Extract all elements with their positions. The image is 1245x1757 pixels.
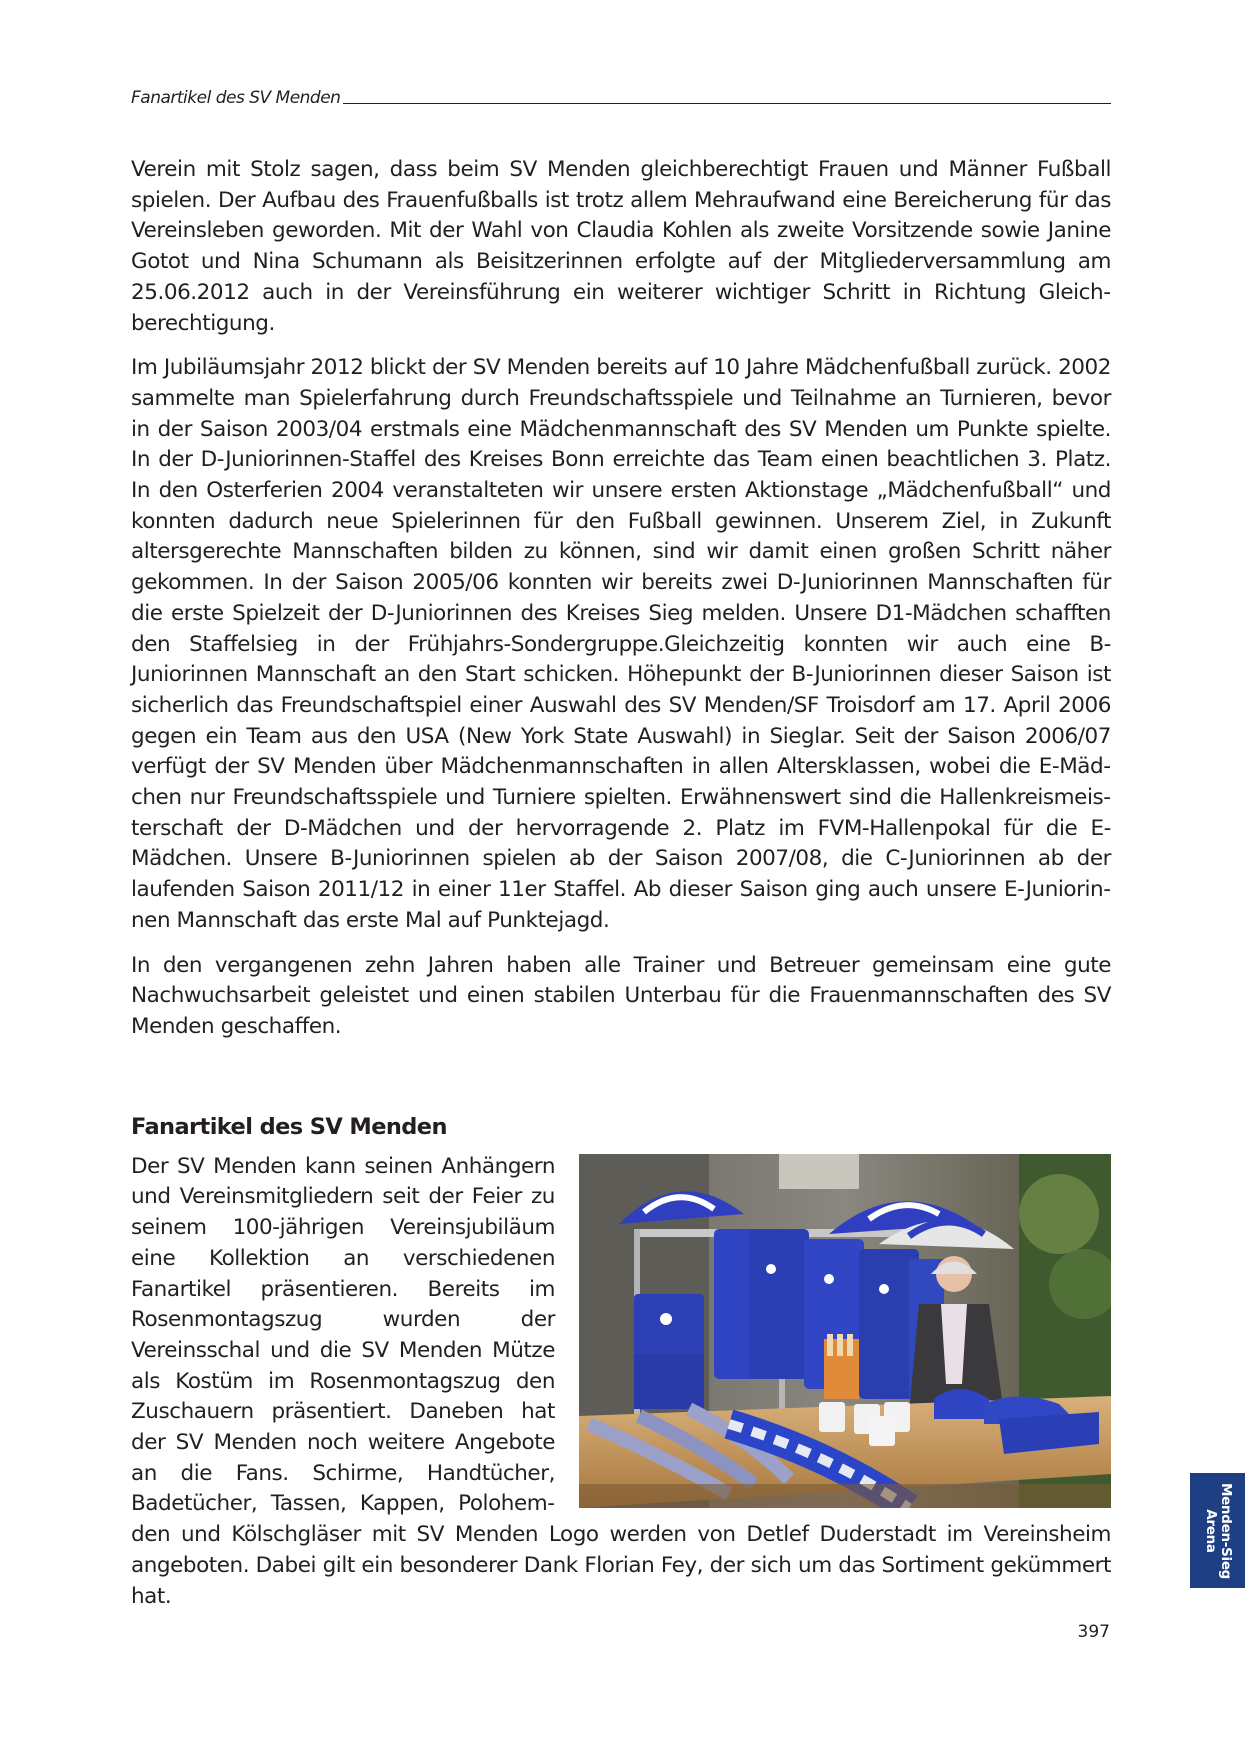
body-paragraph: In den vergangenen zehn Jahren haben alle Trainer und Betreuer gemeinsam eine gute Nachwuchsarbeit geleistet und einen stabilen Unterbau für die Frauenmannschaften des SV Menden geschaffen. [131,952,1111,1039]
fan-paragraph-text: Der SV Menden kann seinen Anhängern und Vereinsmitgliedern seit der Feier zu seinem 100-jährigen Vereinsjubiläum eine Kollektion an verschiedenen Fanartikel präsentieren. Bereits im Rosenmontagszug wurden der Vereinsschal und die SV Menden Mütze als Kostüm im Rosenmontagszug den Zuschauern präsentiert. Daneben hat der SV Menden noch weitere Angebote an die Fans. Schirme, Handtücher, Badetücher, Tassen, Kappen, Polohemden und Kölschgläser mit SV Menden Logo werden von Detlef Duderstadt im Vereinsheim angeboten. Dabei gilt ein besonderer Dank Florian Fey, der sich um das Sortiment gekümmert hat. [131,1153,1111,1609]
fan-section [131,1152,1111,1613]
chapter-side-tab [1190,1473,1245,1588]
running-header [131,84,1111,108]
side-tab-line: Menden-Sieg [1217,1482,1234,1579]
running-header-title: Fanartikel des SV Menden [131,88,341,108]
body-paragraph: Verein mit Stolz sagen, dass beim SV Menden gleichberechtigt Frauen und Männer Fußball spielen. Der Aufbau des Frauenfußballs ist trotz allem Mehraufwand eine Bereicherung für das Vereinsleben geworden. Mit der Wahl von Claudia Kohlen als zweite Vorsitzende sowie Janine Gotot und Nina Schumann als Beisitzerinnen erfolgte auf der Mitgliederversammlung am 25.06.2012 auch in der Vereinsführung ein weiterer wichtiger Schritt in Richtung Gleichberechtigung. [131,157,1111,336]
side-tab-line: Arena [1202,1508,1219,1553]
fan-paragraph [131,1152,1111,1613]
page-content [131,155,1111,1612]
page-number: 397 [1077,1622,1110,1642]
side-tab-label [1203,1482,1233,1578]
header-rule [343,103,1111,104]
photo-illustration [579,1154,1111,1508]
section-heading: Fanartikel des SV Menden [131,1113,447,1140]
body-paragraph: Im Jubiläumsjahr 2012 blickt der SV Menden bereits auf 10 Jahre Mädchenfußball zurück. 2002 sammelte man Spielerfahrung durch Freundschaftsspiele und Teilnahme an Turnieren, bevor in der Saison 2003/04 erstmals eine Mädchenmannschaft des SV Menden um Punkte spielte. In der D-Juniorinnen-Staffel des Kreises Bonn erreichte das Team einen beachtlichen 3. Platz. In den Osterferien 2004 veranstalteten wir unsere ersten Aktionstage „Mädchenfußball“ und konnten dadurch neue Spielerinnen für den Fußball gewinnen. Unserem Ziel, in Zukunft altersgerechte Mannschaften bilden zu können, sind wir damit einen großen Schritt näher gekommen. In der Saison 2005/06 konnten wir bereits zwei D-Juniorinnen Mannschaften für die erste Spielzeit der D-Juniorinnen des Kreises Sieg melden. Unsere D1-Mädchen schafften den Staffelsieg in der Frühjahrs-Sondergruppe.Gleichzeitig konnten wir auch eine B-Juniorinnen Mannschaft an den Start schicken. Höhepunkt der B-Juniorinnen dieser Saison ist sicherlich das Freundschaftspiel einer Auswahl des SV Menden/SF Troisdorf am 17. April 2006 gegen ein Team aus den USA (New York State Auswahl) in Sieglar. Seit der Saison 2006/07 verfügt der SV Menden über Mädchenmannschaften in allen Altersklassen, wobei die E-Mädchen nur Freundschaftsspiele und Turniere spielten. Erwähnenswert sind die Hallenkreismeisterschaft der D-Mädchen und der hervorragende 2. Platz im FVM-Hallenpokal für die E-Mädchen. Unsere B-Juniorinnen spielen ab der Saison 2007/08, die C-Juniorinnen ab der laufenden Saison 2011/12 in einer 11er Staffel. Ab dieser Saison ging auch unsere E-Juniorinnen Mannschaft das erste Mal auf Punktejagd. [131,355,1111,933]
fan-merchandise-photo [579,1154,1111,1508]
